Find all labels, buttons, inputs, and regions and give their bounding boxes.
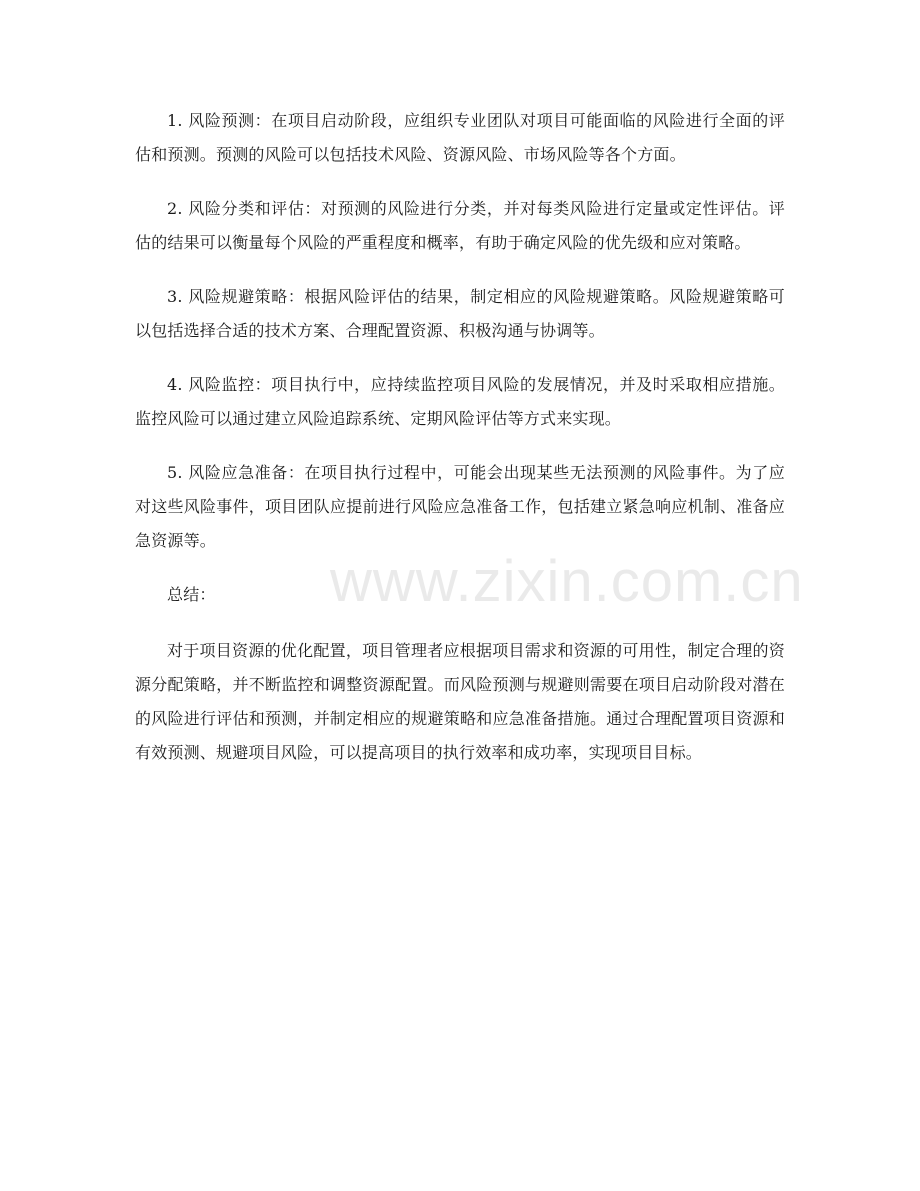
paragraph-risk-classification: 2. 风险分类和评估：对预测的风险进行分类，并对每类风险进行定量或定性评估。评估的结果可以衡量每个风险的严重程度和概率，有助于确定风险的优先级和应对策略。	[135, 199, 785, 252]
paragraph-risk-avoidance: 3. 风险规避策略：根据风险评估的结果，制定相应的风险规避策略。风险规避策略可以包括选择合适的技术方案、合理配置资源、积极沟通与协调等。	[135, 287, 785, 340]
summary-paragraph: 对于项目资源的优化配置，项目管理者应根据项目需求和资源的可用性，制定合理的资源分配策略，并不断监控和调整资源配置。而风险预测与规避则需要在项目启动阶段对潜在的风险进行评估和预测，并制定相应的规避策略和应急准备措施。通过合理配置项目资源和有效预测、规避项目风险，可以提高项目的执行效率和成功率，实现项目目标。	[135, 641, 785, 762]
summary-heading: 总结：	[167, 585, 216, 604]
document-body	[135, 104, 785, 790]
paragraph-risk-monitoring: 4. 风险监控：项目执行中，应持续监控项目风险的发展情况，并及时采取相应措施。监控风险可以通过建立风险追踪系统、定期风险评估等方式来实现。	[135, 375, 785, 428]
paragraph-risk-prediction: 1. 风险预测：在项目启动阶段，应组织专业团队对项目可能面临的风险进行全面的评估和预测。预测的风险可以包括技术风险、资源风险、市场风险等各个方面。	[135, 111, 785, 164]
paragraph-risk-emergency: 5. 风险应急准备：在项目执行过程中，可能会出现某些无法预测的风险事件。为了应对这些风险事件，项目团队应提前进行风险应急准备工作，包括建立紧急响应机制、准备应急资源等。	[135, 463, 785, 550]
watermark: www.zixin.com.cn	[330, 549, 804, 614]
